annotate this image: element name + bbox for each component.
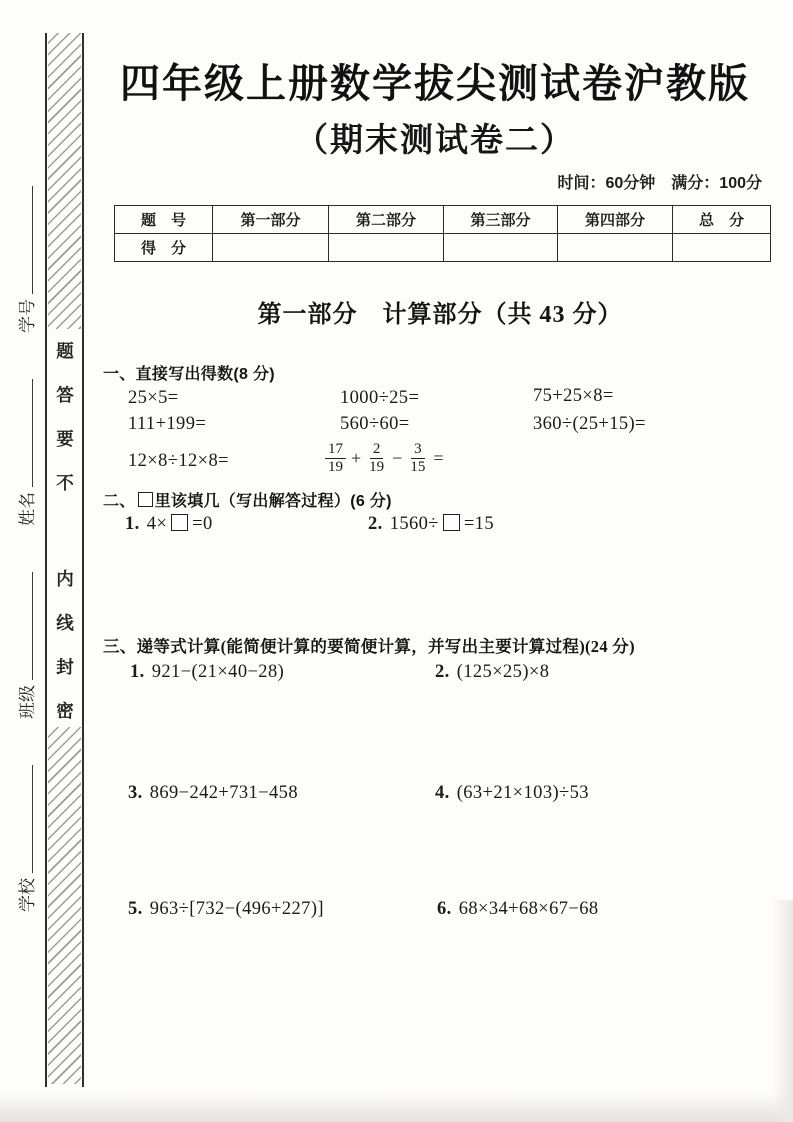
- fraction-operator-plus: +: [351, 448, 362, 468]
- stepwise-item-2: [435, 662, 549, 683]
- oral-expr-1: 25×5=: [128, 388, 179, 408]
- stepwise-item-5: [128, 899, 324, 920]
- field-label-class: 班级: [18, 685, 37, 719]
- math-expression: (125×25)×8: [456, 662, 550, 682]
- expression-pre: 4×: [146, 514, 168, 534]
- seal-line-left: [45, 33, 47, 1087]
- score-header-part3: 第三部分: [444, 206, 558, 234]
- expression-post: =0: [192, 514, 213, 534]
- score-header-question: 题 号: [115, 206, 213, 234]
- field-label-school: 学校: [18, 878, 37, 912]
- seal-line-right: [82, 33, 84, 1087]
- expression-pre: 1560÷: [389, 514, 439, 534]
- score-header-part1: 第一部分: [213, 206, 329, 234]
- square-box-icon: [171, 514, 188, 531]
- score-cell-part3: [444, 234, 558, 262]
- fraction-3: [407, 441, 428, 476]
- seal-hatch-top: [48, 33, 81, 329]
- score-cell-part1: [213, 234, 329, 262]
- score-header-part2: 第二部分: [329, 206, 444, 234]
- section1-title: 一、直接写出得数(8 分): [103, 366, 275, 383]
- problem-number: 2.: [435, 662, 450, 682]
- field-blank-class: [30, 572, 33, 680]
- math-expression: (63+21×103)÷53: [456, 783, 589, 803]
- oral-expr-5: 560÷60=: [340, 414, 410, 434]
- part1-heading: 第一部分 计算部分（共 43 分）: [257, 302, 623, 328]
- page-title: 四年级上册数学拔尖测试卷沪教版: [120, 62, 750, 106]
- square-box-icon: [443, 514, 460, 531]
- stepwise-item-4: [435, 783, 589, 804]
- field-blank-student-number: [30, 186, 33, 294]
- fill-square-item-1: [125, 514, 213, 535]
- section3-title: 三、递等式计算(能简便计算的要简便计算，并写出主要计算过程)(24 分): [103, 637, 635, 656]
- field-label-name: 姓名: [18, 492, 37, 526]
- fraction-3-denominator: 15: [410, 459, 426, 475]
- scan-edge-bottom: [0, 1094, 793, 1122]
- seal-text-upper: 题答要不: [56, 341, 74, 493]
- student-info-fields: [13, 122, 37, 912]
- math-expression: 68×34+68×67−68: [458, 899, 599, 919]
- score-row-label: 得 分: [115, 234, 213, 262]
- exam-meta: 时间：60分钟 满分：100分: [557, 175, 762, 192]
- score-cell-part2: [329, 234, 444, 262]
- fraction-2: [366, 441, 387, 476]
- problem-number: 1.: [125, 514, 140, 534]
- oral-expr-7: 12×8÷12×8=: [128, 451, 229, 471]
- page-subtitle: （期末测试卷二）: [295, 121, 575, 158]
- problem-number: 3.: [128, 783, 143, 803]
- stepwise-item-6: [437, 899, 599, 920]
- seal-text-lower: 内线封密: [56, 569, 74, 721]
- score-header-total: 总 分: [673, 206, 771, 234]
- math-expression: 869−242+731−458: [149, 783, 298, 803]
- fraction-1-denominator: 19: [328, 459, 343, 475]
- fraction-equals-sign: =: [433, 448, 444, 468]
- fraction-2-denominator: 19: [369, 459, 385, 475]
- section2-title: [103, 488, 392, 511]
- expression-post: =15: [463, 514, 494, 534]
- problem-number: 6.: [437, 899, 452, 919]
- score-table: [114, 205, 771, 262]
- scan-edge-right: [772, 900, 793, 1122]
- math-expression: 921−(21×40−28): [151, 662, 285, 682]
- score-table-header-row: [115, 206, 771, 234]
- field-label-student-number: 学号: [18, 299, 37, 333]
- section2-title-pre: 二、: [103, 493, 136, 510]
- score-cell-part4: [558, 234, 673, 262]
- stepwise-item-3: [128, 783, 298, 804]
- oral-expr-2: 1000÷25=: [340, 388, 420, 408]
- fill-square-item-2: [368, 514, 494, 535]
- score-cell-total: [673, 234, 771, 262]
- stepwise-item-1: [130, 662, 284, 683]
- score-header-part4: 第四部分: [558, 206, 673, 234]
- seal-hatch-bottom: [48, 727, 81, 1084]
- fraction-operator-minus: −: [392, 448, 403, 468]
- field-blank-name: [30, 379, 33, 487]
- section2-title-post: 里该填几（写出解答过程）(6 分): [154, 493, 392, 510]
- oral-expr-fractions: [325, 441, 443, 476]
- fraction-2-numerator: 2: [370, 441, 384, 459]
- field-blank-school: [30, 765, 33, 873]
- problem-number: 4.: [435, 783, 450, 803]
- score-table-score-row: [115, 234, 771, 262]
- fraction-1-numerator: 17: [325, 441, 346, 459]
- square-box-icon: [138, 492, 153, 507]
- problem-number: 1.: [130, 662, 145, 682]
- oral-expr-4: 111+199=: [128, 414, 207, 434]
- problem-number: 2.: [368, 514, 383, 534]
- fraction-3-numerator: 3: [411, 441, 425, 459]
- oral-expr-6: 360÷(25+15)=: [533, 414, 646, 434]
- problem-number: 5.: [128, 899, 143, 919]
- oral-expr-3: 75+25×8=: [533, 386, 614, 406]
- math-expression: 963÷[732−(496+227)]: [149, 899, 324, 919]
- fraction-1: [325, 441, 346, 476]
